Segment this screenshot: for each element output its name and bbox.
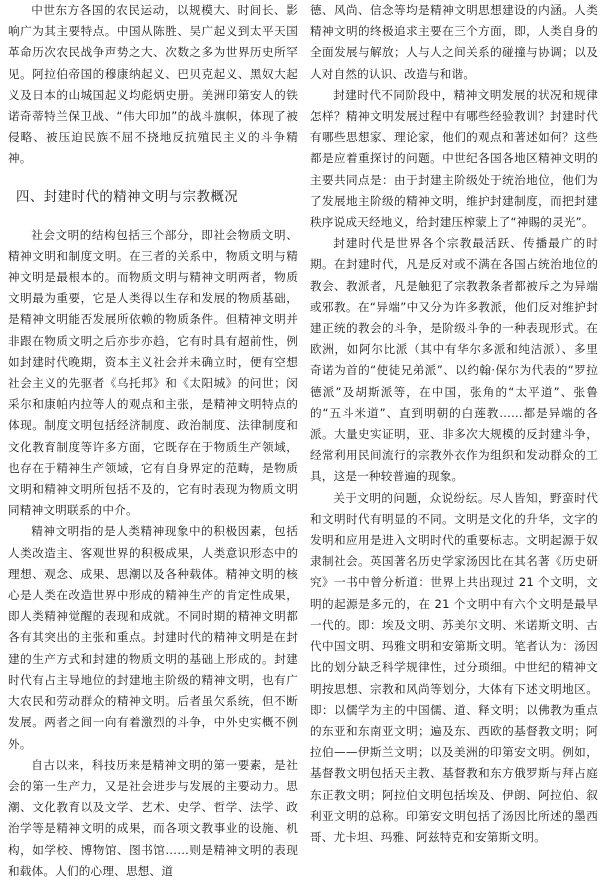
left-column bbox=[8, 0, 298, 882]
paragraph-peasant-movements: 中世东方各国的农民运动，以规模大、时间长、影响广为其主要特点。中国从陈胜、吴广起义到太平天国革命历次农民战争声势之大、次数之多为世界历史所罕见。阿拉伯帝国的穆康纳起义、巴贝克起义、黑奴大起义及日本的山城国起义均彪炳史册。美洲印第安人的铁诺奇蒂特兰保卫战、“伟大印加”的战斗旗帜，体现了被侵略、被压迫民族不屈不挠地反抗殖民主义的斗争精神。 bbox=[8, 3, 298, 166]
paragraph-science-technology: 自古以来，科技历来是精神文明的第一要素，是社会的第一生产力，又是社会进步与发展的主要动力。思潮、文化教育以及文学、艺术、史学、哲学、法学、政治学等是精神文明的成果，而各项文教事业的设施、机构，如学校、博物馆、图书馆……则是精神文明的表现和载体。人们的心理、思想、道 bbox=[8, 757, 298, 878]
right-column bbox=[310, 0, 598, 848]
paragraph-religion: 封建时代是世界各个宗教最活跃、传播最广的时期。在封建时代，凡是反对或不满在各国占统治地位的教会、教派者，凡是触犯了宗教教条者都被斥之为异端或邪教。在“异端”中又分为许多教派，他们反对维护封建正统的教会的斗争，是阶级斗争的一种表现形式。在欧洲，如阿尔比派（其中有华尔多派和纯洁派）、多里奇诺为首的“使徒兄弟派”、以约翰·保尔为代表的“罗拉德派”及胡斯派等，在中国，张角的“太平道”、张鲁的“五斗米道”、直到明朝的白莲教……都是异端的各派。大量史实证明，亚、非多次大规模的反封建斗争，经常利用民间流行的宗教外衣作为组织和发动群众的工具，这是一种较普遍的现象。 bbox=[310, 236, 598, 484]
paragraph-civilization-origins: 关于文明的问题，众说纷纭。尽人皆知，野蛮时代和文明时代有明显的不同。文明是文化的升华，文字的发明和应用是进入文明时代的重要标志。文明起源于奴隶制社会。英国著名历史学家汤因比在其名著《历史研究》一书中曾分析道：世界上共出现过 21 个文明，文明的起源是多元的，在 21 个文明中有六个文明是最早一代的。即：埃及文明、苏美尔文明、米诺斯文明、古代中国文明、玛雅文明和安第斯文明。笔者认为：汤因比的划分缺乏科学规律性，过分琐细。中世纪的精神文明按思想、宗教和风尚等划分，大体有下述文明地区。即：以儒学为主的中国儒、道、释文明；以佛教为重点的东亚和东南亚文明；遍及东、西欧的基督教文明；阿拉伯——伊斯兰文明；以及美洲的印第安文明。例如，基督教文明包括天主教、基督教和东方俄罗斯与拜占庭东正教文明；阿拉伯文明包括埃及、伊朗、阿拉伯、叙利亚文明的总称。印第安文明包括了汤因比所述的墨西哥、尤卡坦、玛雅、阿兹特克和安第斯文明。 bbox=[310, 490, 598, 844]
paragraph-continuation: 德、风尚、信念等均是精神文明思想建设的内涵。人类精神文明的终极追求主要在三个方面，即，人类自身的全面发展与解放；人与人之间关系的碰撞与协调；以及人对自然的认识、改造与和谐。 bbox=[310, 3, 598, 81]
paragraph-feudal-questions: 封建时代不同阶段中，精神文明发展的状况和规律怎样？精神文明发展过程中有哪些经验教训？封建时代有哪些思想家、理论家，他们的观点和著述如何？这些都是应着重探讨的问题。中世纪各国各地区精神文明的主要共同点是：由于封建主阶级处于统治地位，他们为了发展地主阶级的精神文明，维护封建制度，而把封建秩序说成天经地义，给封建压榨蒙上了“神賜的灵光”。 bbox=[310, 87, 598, 230]
paragraph-spiritual-civilization: 精神文明指的是人类精神现象中的积极因素，包括人类改造主、客观世界的积极成果，人类意识形态中的理想、观念、成果、思潮以及各种载体。精神文明的核心是人类在改造世界中形成的精神生产的肯定性成果，即人类精神觉醒的表现和成就。不同时期的精神文明都各有其突出的主张和重点。封建时代的精神文明是在封建的生产方式和封建的物质文明的基础上形成的。封建时代有占主导地位的封建地主阶级的精神文明，也有广大农民和劳动群众的精神文明。后者虽欠系统，但不断发展。两者之间一向有着激烈的斗争，中外史实概不例外。 bbox=[8, 524, 298, 751]
paragraph-civilization-structure: 社会文明的结构包括三个部分，即社会物质文明、精神文明和制度文明。在三者的关系中，物质文明与精神文明是最根本的。而物质文明与精神文明两者，物质文明最为重要，它是人类得以生存和发展的物质基础，是精神文明能否发展所依赖的物质条件。但精神文明并非跟在物质文明之后亦步亦趋，它有时具有超前性，例如封建时代晚期，资本主义社会并未确立时，便有空想社会主义的先驱者《乌托邦》和《太阳城》的问世；闵采尔和康帕内拉等人的观点和主张，是精神文明特点的体现。制度文明包括经济制度、政治制度、法律制度和文化教育制度等许多方面，它既存在于物质生产领域，也存在于精神生产领域，它有自身界定的范畴，是物质文明和精神文明所包括不及的，它有时表现为物质文明同精神文明联系的中介。 bbox=[8, 227, 298, 518]
section-title: 四、封建时代的精神文明与宗教概况 bbox=[16, 189, 239, 205]
